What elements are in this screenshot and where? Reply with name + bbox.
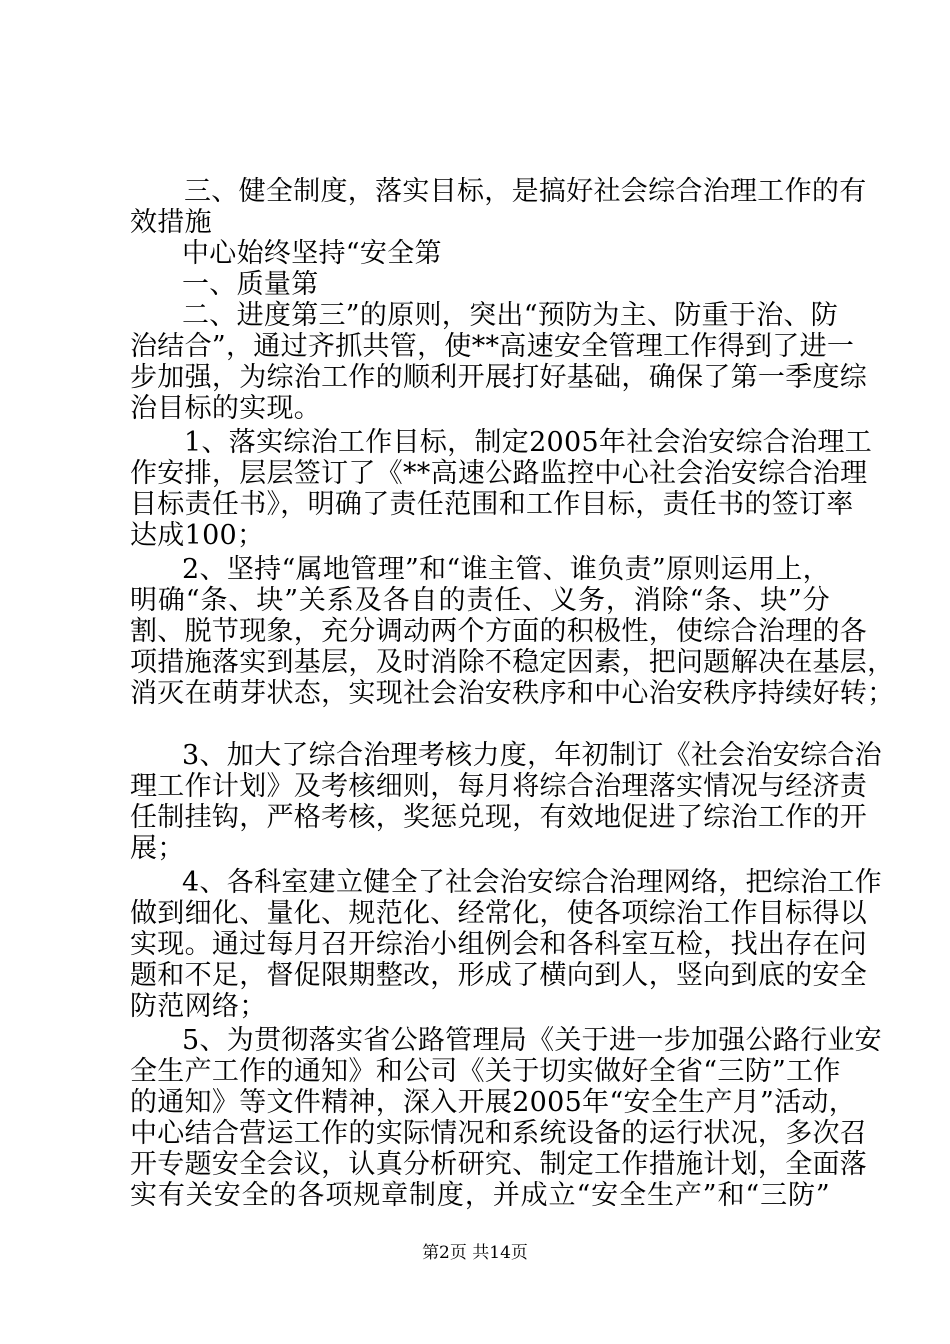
page-number-footer: 第2页 共14页 xyxy=(422,1243,528,1263)
text-line: 5、为贯彻落实省公路管理局《关于进一步加强公路行业安 xyxy=(182,1025,882,1056)
text-line: 题和不足，督促限期整改，形成了横向到人，竖向到底的安全 xyxy=(130,960,868,991)
text-line: 步加强，为综治工作的顺利开展打好基础，确保了第一季度综 xyxy=(130,362,868,393)
text-line: 三、健全制度，落实目标，是搞好社会综合治理工作的有 xyxy=(184,176,867,207)
text-line: 任制挂钩，严格考核，奖惩兑现，有效地促进了综治工作的开 xyxy=(130,802,868,833)
text-line: 的通知》等文件精神，深入开展2005年“安全生产月”活动， xyxy=(130,1087,857,1118)
text-line: 中心结合营运工作的实际情况和系统设备的运行状况，多次召 xyxy=(130,1118,868,1149)
text-line: 作安排，层层签订了《**高速公路监控中心社会治安综合治理 xyxy=(130,458,868,489)
text-line: 实现。通过每月召开综治小组例会和各科室互检，找出存在问 xyxy=(130,929,868,960)
text-line: 实有关安全的各项规章制度，并成立“安全生产”和“三防” xyxy=(130,1180,830,1211)
text-line: 一、质量第 xyxy=(182,269,319,300)
text-line: 理工作计划》及考核细则，每月将综合治理落实情况与经济责 xyxy=(130,771,868,802)
text-line: 3、加大了综合治理考核力度，年初制订《社会治安综合治 xyxy=(182,740,882,771)
text-line: 目标责任书》，明确了责任范围和工作目标，责任书的签订率 xyxy=(130,489,854,520)
text-line: 做到细化、量化、规范化、经常化，使各项综治工作目标得以 xyxy=(130,898,868,929)
text-line: 消灭在萌芽状态，实现社会治安秩序和中心治安秩序持续好转； xyxy=(130,678,895,709)
text-line: 治目标的实现。 xyxy=(130,393,322,424)
text-line: 防范网络； xyxy=(130,991,267,1022)
text-line: 4、各科室建立健全了社会治安综合治理网络，把综治工作 xyxy=(182,867,882,898)
text-line: 项措施落实到基层，及时消除不稳定因素，把问题解决在基层， xyxy=(130,647,895,678)
text-line: 开专题安全会议，认真分析研究、制定工作措施计划，全面落 xyxy=(130,1149,868,1180)
text-line: 达成100； xyxy=(130,520,265,551)
text-line: 全生产工作的通知》和公司《关于切实做好全省“三防”工作 xyxy=(130,1056,841,1087)
text-line: 2、坚持“属地管理”和“谁主管、谁负责”原则运用上， xyxy=(182,554,830,585)
text-line: 中心始终坚持“安全第 xyxy=(182,238,442,269)
text-line: 1、落实综治工作目标，制定2005年社会治安综合治理工 xyxy=(184,427,872,458)
text-line: 割、脱节现象，充分调动两个方面的积极性，使综合治理的各 xyxy=(130,616,868,647)
text-line: 二、进度第三”的原则，突出“预防为主、防重于治、防 xyxy=(182,300,839,331)
text-line: 治结合”，通过齐抓共管，使**高速安全管理工作得到了进一 xyxy=(130,331,855,362)
document-body xyxy=(130,176,895,1211)
text-line: 明确“条、块”关系及各自的责任、义务，消除“条、块”分 xyxy=(130,585,830,616)
text-line: 展； xyxy=(130,833,185,864)
text-line: 效措施 xyxy=(130,207,212,238)
